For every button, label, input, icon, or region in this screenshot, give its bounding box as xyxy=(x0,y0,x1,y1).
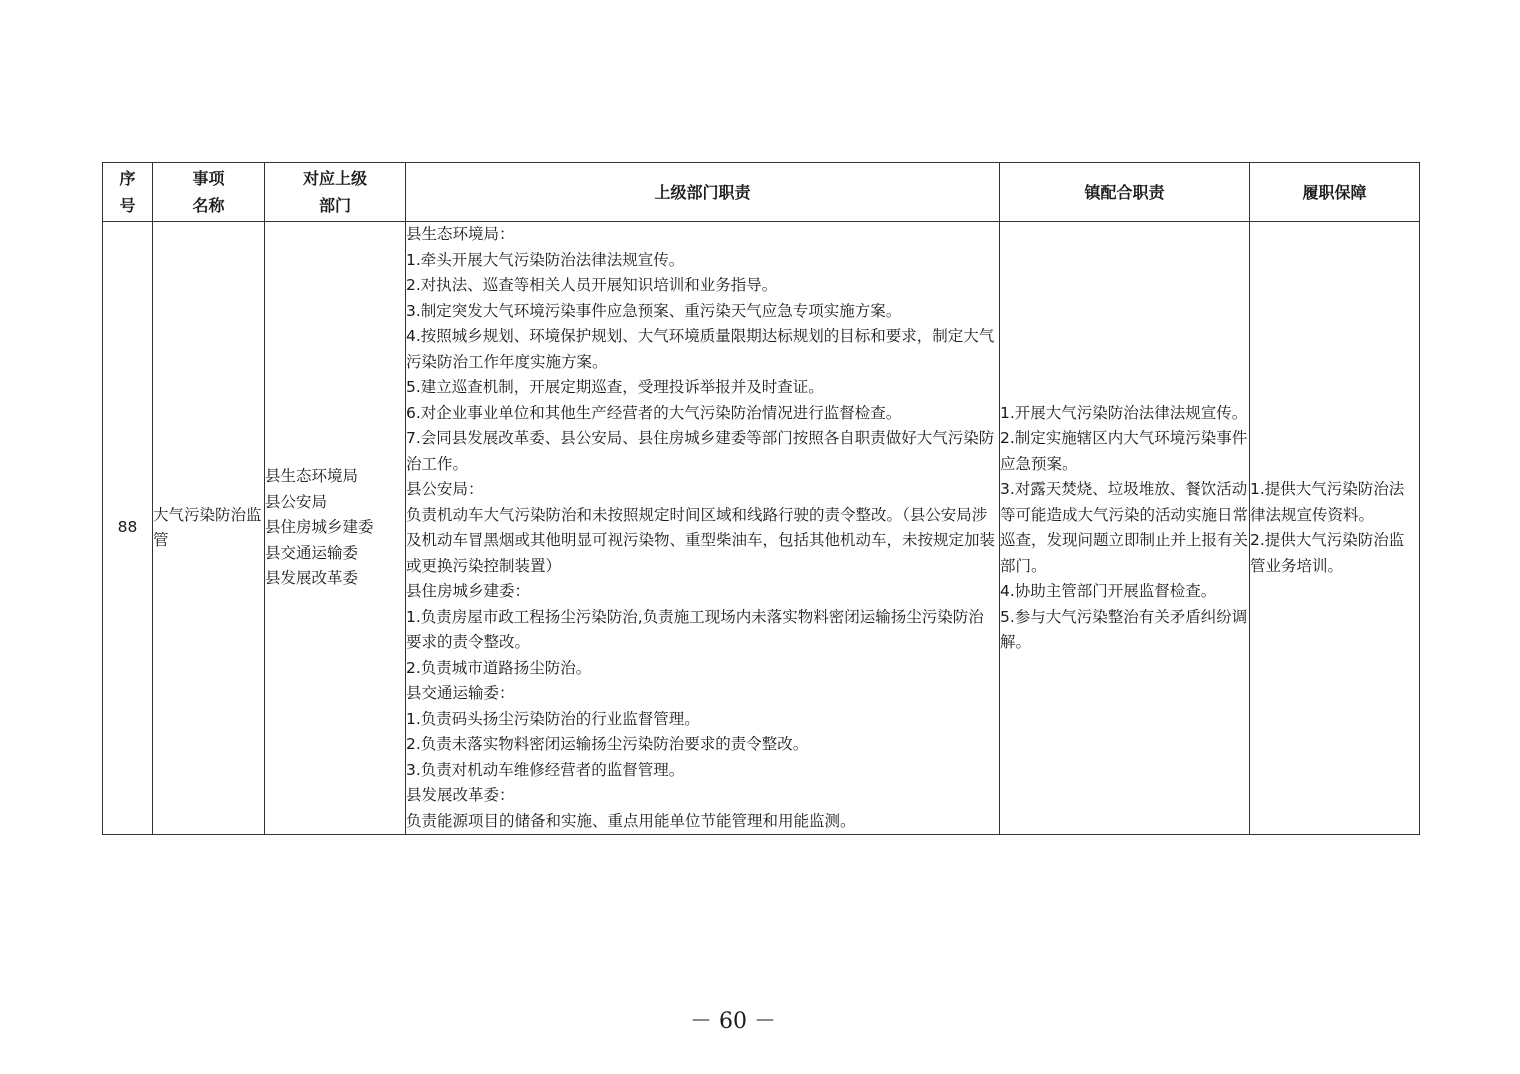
text-line: 2.负责城市道路扬尘防治。 xyxy=(406,658,592,677)
header-row xyxy=(103,163,1420,222)
text-line: 2.制定实施辖区内大气环境污染事件应急预案。 xyxy=(1000,429,1248,473)
text-line: 3.负责对机动车维修经营者的监督管理。 xyxy=(406,760,685,779)
text-line: 县公安局 xyxy=(265,492,328,511)
text-line: 2.负责未落实物料密闭运输扬尘污染防治要求的责令整改。 xyxy=(406,735,809,753)
cell-town-duties xyxy=(1000,222,1250,835)
header-guarantee: 履职保障 xyxy=(1250,163,1420,222)
text-line: 负责机动车大气污染防治和未按照规定时间区域和线路行驶的责令整改。（县公安局涉及机动车冒黑烟或其他明显可视污染物、重型柴油车，包括其他机动车，未按规定加装或更换污染控制装置） xyxy=(406,505,996,575)
text-line: 3.制定突发大气环境污染事件应急预案、重污染天气应急专项实施方案。 xyxy=(406,301,902,320)
text-line: 县交通运输委 xyxy=(265,543,359,562)
header-upper: 上级部门职责 xyxy=(406,163,1000,222)
text-line: 4.协助主管部门开展监督检查。 xyxy=(1000,582,1217,600)
text-line: 负责能源项目的储备和实施、重点用能单位节能管理和用能监测。 xyxy=(406,811,856,830)
header-dept: 对应上级 部门 xyxy=(265,163,406,222)
header-town: 镇配合职责 xyxy=(1000,163,1250,222)
text-line: 县交通运输委： xyxy=(406,684,515,702)
text-line: 县生态环境局： xyxy=(406,225,515,243)
text-line: 3.对露天焚烧、垃圾堆放、餐饮活动等可能造成大气污染的活动实施日常巡查，发现问题立即制止并上报有关部门。 xyxy=(1000,480,1249,575)
duty-table xyxy=(102,162,1420,835)
text-line: 2.对执法、巡查等相关人员开展知识培训和业务指导。 xyxy=(406,276,778,294)
table-row xyxy=(103,222,1420,835)
cell-guarantee xyxy=(1250,222,1420,835)
text-line: 7.会同县发展改革委、县公安局、县住房城乡建委等部门按照各自职责做好大气污染防治工作。 xyxy=(406,429,995,473)
text-line: 1.负责房屋市政工程扬尘污染防治,负责施工现场内未落实物料密闭运输扬尘污染防治要求的责令整改。 xyxy=(406,607,984,651)
text-line: 6.对企业事业单位和其他生产经营者的大气污染防治情况进行监督检查。 xyxy=(406,403,902,422)
header-seq: 序 号 xyxy=(103,163,153,222)
page-number: － 60 － xyxy=(690,1009,776,1034)
text-line: 县住房城乡建委： xyxy=(406,582,531,600)
header-name: 事项 名称 xyxy=(153,163,265,222)
text-line: 县发展改革委： xyxy=(406,786,515,804)
text-line: 1.提供大气污染防治法律法规宣传资料。 xyxy=(1250,480,1405,524)
text-line: 县发展改革委 xyxy=(265,569,359,588)
text-line: 5.参与大气污染整治有关矛盾纠纷调解。 xyxy=(1000,607,1248,651)
text-line: 5.建立巡查机制，开展定期巡查，受理投诉举报并及时查证。 xyxy=(406,378,824,396)
cell-seq: 88 xyxy=(103,222,153,835)
text-line: 1.牵头开展大气污染防治法律法规宣传。 xyxy=(406,250,685,269)
text-line: 县生态环境局 xyxy=(265,467,359,486)
cell-dept xyxy=(265,222,406,835)
text-line: 1.开展大气污染防治法律法规宣传。 xyxy=(1000,403,1248,422)
text-line: 县住房城乡建委 xyxy=(265,518,374,537)
cell-upper-duties xyxy=(406,222,1000,835)
cell-name: 大气污染防治监管 xyxy=(153,222,265,835)
text-line: 2.提供大气污染防治监管业务培训。 xyxy=(1250,531,1405,575)
text-line: 县公安局： xyxy=(406,480,484,498)
text-line: 1.负责码头扬尘污染防治的行业监督管理。 xyxy=(406,709,700,728)
text-line: 4.按照城乡规划、环境保护规划、大气环境质量限期达标规划的目标和要求，制定大气污染防治工作年度实施方案。 xyxy=(406,327,995,371)
